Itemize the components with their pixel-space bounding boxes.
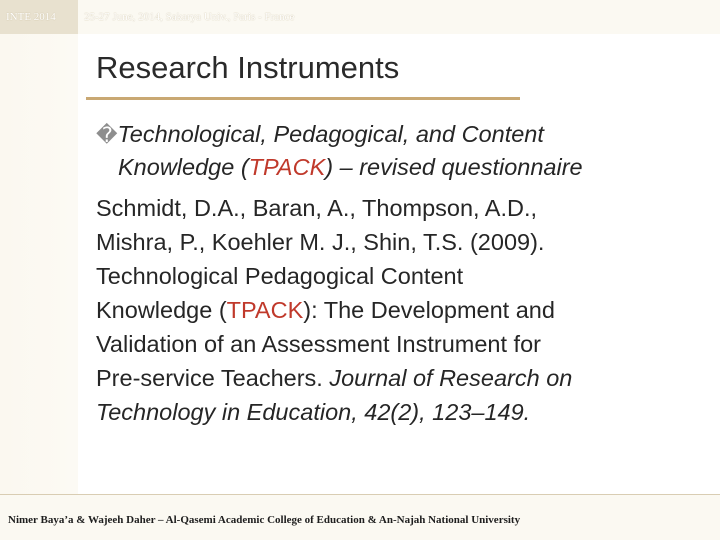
slide-title: Research Instruments: [96, 50, 400, 85]
citation-line-6: [96, 365, 572, 392]
citation-text-4a: Knowledge (: [96, 297, 227, 323]
bullet-line-1: [96, 121, 544, 148]
title-underline: [86, 97, 520, 100]
journal-name: Journal of Research on: [329, 365, 573, 391]
bullet-text-1: Technological, Pedagogical, and Content: [117, 121, 544, 147]
tpack-accent: TPACK: [248, 154, 326, 180]
citation-line-5: Validation of an Assessment Instrument for: [96, 331, 541, 357]
citation-text-6a: Pre-service Teachers.: [96, 365, 330, 391]
citation-line-7: Technology in Education, 42(2), 123–149.: [96, 399, 531, 425]
footer-divider: [0, 494, 720, 495]
bullet-text-2b: ) – revised questionnaire: [325, 154, 583, 180]
citation-line-4: [96, 297, 555, 324]
citation-line-3: Technological Pedagogical Content: [96, 263, 464, 289]
citation-text-4b: ): The Development and: [303, 297, 555, 323]
conference-dates: 25-27 June, 2014, Sakarya Univ., Paris - France: [84, 11, 295, 23]
citation-line-2: Mishra, P., Koehler M. J., Shin, T.S. (2009).: [96, 229, 545, 255]
citation-line-1: Schmidt, D.A., Baran, A., Thompson, A.D.,: [96, 195, 538, 221]
bullet-icon: �: [96, 124, 118, 147]
bullet-line-2: [118, 154, 583, 181]
conference-tag-box: [0, 0, 78, 34]
left-decorative-band: [0, 34, 78, 494]
tpack-accent-2: TPACK: [226, 297, 304, 323]
bullet-text-2a: Knowledge (: [118, 154, 249, 180]
footer-authors: Nimer Baya’a & Wajeeh Daher – Al-Qasemi Academic College of Education & An-Najah National University: [8, 514, 521, 526]
conference-tag: INTE 2014: [6, 11, 56, 23]
